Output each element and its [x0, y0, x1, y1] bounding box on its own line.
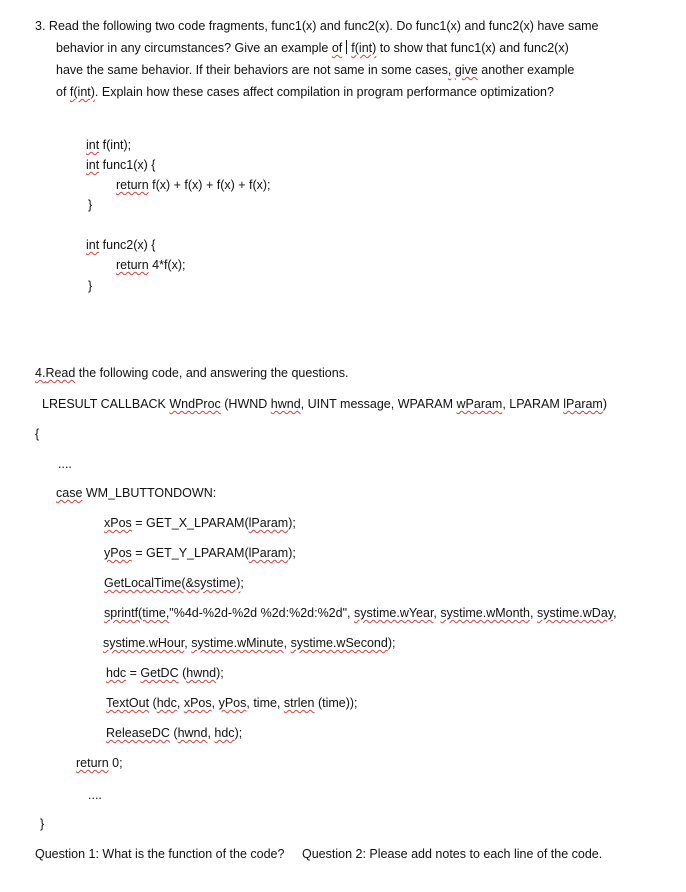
to-sep: , — [176, 696, 184, 710]
ypos-line — [104, 545, 296, 561]
to-sep: , — [211, 696, 219, 710]
sprintf-end: ); — [387, 636, 396, 650]
xpos-end: ); — [288, 516, 296, 530]
q3-text-2b: to show that func1(x) and func2(x) — [376, 41, 569, 55]
case-line — [56, 485, 216, 501]
func1-body: f(x) + f(x) + f(x) + f(x); — [148, 178, 271, 192]
q3-line-1 — [35, 18, 599, 34]
hdc-end: ); — [216, 666, 224, 680]
rd-sep: , — [207, 726, 215, 740]
rd-open: ( — [169, 726, 178, 740]
field-wday: systime.wDay — [536, 606, 614, 620]
call-strlen: strlen — [283, 696, 315, 710]
q3-text-1b: Do func1(x) and func2(x) have same — [392, 19, 599, 33]
code-func2-line — [86, 237, 155, 253]
sep: , — [613, 606, 617, 620]
kw-int: int — [86, 158, 100, 172]
call-sprintf: sprintf(time, — [104, 606, 170, 620]
q3-line-3 — [56, 62, 574, 78]
open-brace: { — [35, 427, 40, 441]
arg-lparam: lParam — [248, 546, 289, 560]
text-cursor — [346, 40, 347, 54]
close-brace: } — [40, 817, 45, 831]
sep: , — [184, 636, 192, 650]
func1-rest: func1(x) { — [99, 158, 156, 172]
q3-text-3b: another example — [477, 63, 575, 77]
q3-text-2a: behavior in any circumstances? Give an example — [56, 41, 332, 55]
rd-end: ); — [234, 726, 243, 740]
sig-text: ) — [602, 397, 608, 411]
field-whour: systime.wHour — [103, 636, 185, 650]
field-wyear: systime.wYear — [353, 606, 434, 620]
ellipsis-1: .... — [58, 457, 72, 471]
code-decl-line — [86, 137, 131, 153]
code-func1-line — [86, 157, 155, 173]
ypos-end: ); — [288, 546, 296, 560]
field-wmonth: systime.wMonth — [440, 606, 530, 620]
xpos-line — [104, 515, 296, 531]
code-close-2: } — [88, 279, 93, 293]
q4-signature — [42, 396, 607, 412]
arg-hwnd: hwnd — [186, 666, 217, 680]
ellipsis-2: .... — [88, 788, 102, 802]
q3-line-4 — [56, 84, 554, 100]
call-getdc: GetDC — [140, 666, 179, 680]
sig-text: , LPARAM — [502, 397, 564, 411]
xpos-mid: = GET_X_LPARAM( — [131, 516, 249, 530]
q3-word-fint-2: f(int) — [69, 85, 95, 99]
q3-word-fint: f(int) — [351, 41, 377, 55]
q3-text-1a: Read the following two code fragments, func1(x) and func2(x). — [48, 19, 393, 33]
q4-title — [35, 365, 348, 381]
field-wsecond: systime.wSecond — [290, 636, 388, 650]
kw-int: int — [86, 138, 100, 152]
code-close-1: } — [88, 198, 93, 212]
sig-wndproc: WndProc — [169, 397, 221, 411]
sprintf-format: "%4d-%2d-%2d %2d:%2d:%2d", — [169, 606, 354, 620]
kw-return: return — [76, 756, 109, 770]
sprintf-line — [104, 605, 617, 621]
call-releasedc: ReleaseDC — [106, 726, 170, 740]
arg-xpos: xPos — [183, 696, 212, 710]
sig-text: , UINT message, WPARAM — [300, 397, 457, 411]
kw-return: return — [116, 178, 149, 192]
q4-number: 4. — [35, 366, 46, 380]
question-1: Question 1: What is the function of the code? — [35, 847, 285, 861]
sep: , — [433, 606, 441, 620]
releasedc-line — [106, 725, 242, 741]
decl-rest: f(int); — [99, 138, 132, 152]
sprintf-line-2 — [103, 635, 395, 651]
sep: , — [283, 636, 291, 650]
arg-hdc: hdc — [156, 696, 177, 710]
getlocaltime-line — [104, 575, 244, 591]
getlocal-end: ; — [240, 576, 244, 590]
sig-wparam: wParam — [456, 397, 503, 411]
arg-hwnd: hwnd — [177, 726, 208, 740]
kw-case: case — [56, 486, 83, 500]
sig-text: (HWND — [220, 397, 271, 411]
q3-text-4-of: of — [56, 85, 70, 99]
var-xpos: xPos — [104, 516, 132, 530]
arg-lparam: lParam — [248, 516, 289, 530]
call-textout: TextOut — [106, 696, 150, 710]
call-getlocaltime: GetLocalTime(&systime) — [104, 576, 241, 590]
sep: , — [529, 606, 537, 620]
q3-word-give: give — [454, 63, 478, 77]
hdc-mid: = — [126, 666, 141, 680]
field-wminute: systime.wMinute — [191, 636, 284, 650]
to-end: (time)); — [314, 696, 358, 710]
var-ypos: yPos — [104, 546, 132, 560]
return-line — [76, 755, 123, 771]
q4-title-rest: the following code, and answering the questions. — [75, 366, 349, 380]
kw-return: return — [116, 258, 149, 272]
to-open: ( — [149, 696, 157, 710]
question-2: Question 2: Please add notes to each line of the code. — [302, 847, 603, 861]
q3-line-2 — [56, 40, 569, 56]
code-func2-body — [116, 257, 185, 273]
q3-comma: , — [447, 63, 452, 77]
q3-text-3a: have the same behavior. If their behaviors are not same in some cases — [56, 63, 448, 77]
func2-rest: func2(x) { — [99, 238, 156, 252]
to-mid: , time, — [246, 696, 284, 710]
func2-body: 4*f(x); — [148, 258, 186, 272]
sig-hwnd: hwnd — [270, 397, 301, 411]
getdc-line — [106, 665, 224, 681]
sig-text: LRESULT CALLBACK — [42, 397, 170, 411]
case-rest: WM_LBUTTONDOWN: — [82, 486, 217, 500]
q4-word-read: Read — [45, 366, 76, 380]
textout-line — [106, 695, 358, 711]
var-hdc: hdc — [106, 666, 127, 680]
arg-ypos: yPos — [218, 696, 247, 710]
q3-word-of: of — [331, 41, 343, 55]
q3-text-4b: . Explain how these cases affect compilation in program performance optimization? — [94, 85, 554, 99]
q3-number: 3. — [35, 19, 46, 33]
arg-hdc: hdc — [214, 726, 235, 740]
return-rest: 0; — [108, 756, 123, 770]
ypos-mid: = GET_Y_LPARAM( — [131, 546, 249, 560]
kw-int: int — [86, 238, 100, 252]
code-func1-body — [116, 177, 271, 193]
sig-lparam: lParam — [563, 397, 603, 411]
hdc-open: ( — [178, 666, 187, 680]
